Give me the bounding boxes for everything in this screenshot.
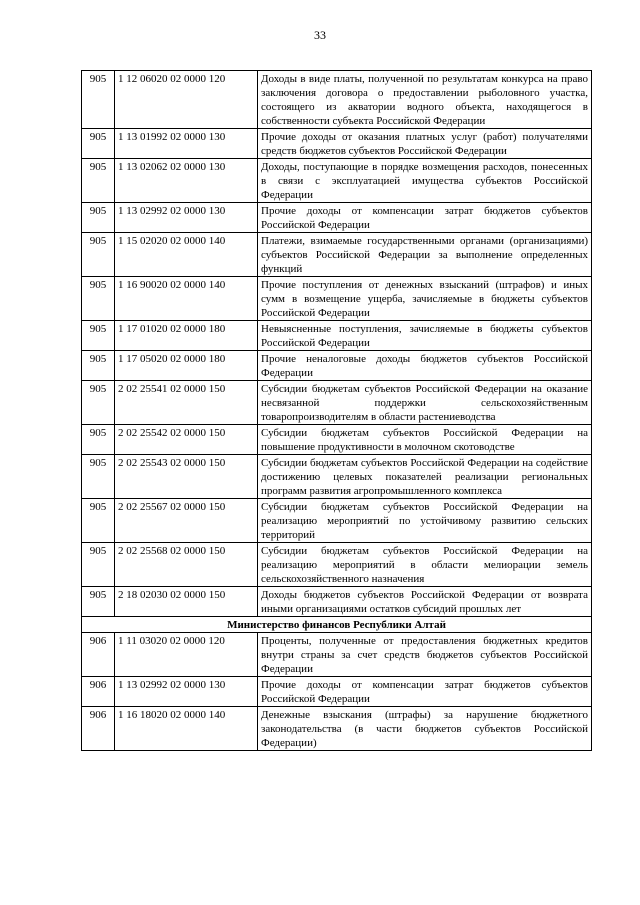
- table-row: [82, 321, 592, 351]
- budget-code-cell: 1 13 01992 02 0000 130: [115, 129, 258, 159]
- page-number: 33: [314, 28, 326, 42]
- admin-code-cell: 905: [82, 233, 115, 277]
- admin-code-cell: 905: [82, 587, 115, 617]
- table-row: [82, 351, 592, 381]
- budget-code-cell: 2 02 25543 02 0000 150: [115, 455, 258, 499]
- table-row: [82, 499, 592, 543]
- revenue-code-table: [81, 70, 592, 751]
- table-row: [82, 277, 592, 321]
- description-cell: Прочие доходы от компенсации затрат бюджетов субъектов Российской Федерации: [258, 203, 592, 233]
- description-cell: Невыясненные поступления, зачисляемые в бюджеты субъектов Российской Федерации: [258, 321, 592, 351]
- description-cell: Субсидии бюджетам субъектов Российской Федерации на содействие достижению целевых показателей реализации региональных программ развития агропромышленного комплекса: [258, 455, 592, 499]
- budget-code-cell: 1 15 02020 02 0000 140: [115, 233, 258, 277]
- budget-code-cell: 2 02 25541 02 0000 150: [115, 381, 258, 425]
- description-cell: Прочие доходы от оказания платных услуг (работ) получателями средств бюджетов субъектов Российской Федерации: [258, 129, 592, 159]
- budget-code-cell: 1 12 06020 02 0000 120: [115, 71, 258, 129]
- budget-code-cell: 1 17 05020 02 0000 180: [115, 351, 258, 381]
- admin-code-cell: 905: [82, 129, 115, 159]
- description-cell: Доходы в виде платы, полученной по результатам конкурса на право заключения договора о предоставлении рыболовного участка, состоящего из акватории водного объекта, находящегося в собственности субъекта Российской Федерации: [258, 71, 592, 129]
- description-cell: Прочие доходы от компенсации затрат бюджетов субъектов Российской Федерации: [258, 677, 592, 707]
- section-header-row: [82, 617, 592, 633]
- admin-code-cell: 905: [82, 71, 115, 129]
- admin-code-cell: 905: [82, 455, 115, 499]
- description-cell: Субсидии бюджетам субъектов Российской Федерации на реализацию мероприятий по устойчивому развитию сельских территорий: [258, 499, 592, 543]
- description-cell: Доходы, поступающие в порядке возмещения расходов, понесенных в связи с эксплуатацией имущества субъектов Российской Федерации: [258, 159, 592, 203]
- table-row: [82, 233, 592, 277]
- table-row: [82, 543, 592, 587]
- admin-code-cell: 905: [82, 425, 115, 455]
- table-row: [82, 203, 592, 233]
- description-cell: Доходы бюджетов субъектов Российской Федерации от возврата иными организациями остатков субсидий прошлых лет: [258, 587, 592, 617]
- budget-code-cell: 2 02 25567 02 0000 150: [115, 499, 258, 543]
- budget-code-cell: 1 17 01020 02 0000 180: [115, 321, 258, 351]
- table-body: [82, 71, 592, 751]
- description-cell: Субсидии бюджетам субъектов Российской Федерации на повышение продуктивности в молочном скотоводстве: [258, 425, 592, 455]
- budget-code-cell: 2 18 02030 02 0000 150: [115, 587, 258, 617]
- admin-code-cell: 905: [82, 277, 115, 321]
- budget-code-cell: 1 13 02992 02 0000 130: [115, 677, 258, 707]
- budget-code-cell: 1 11 03020 02 0000 120: [115, 633, 258, 677]
- description-cell: Прочие неналоговые доходы бюджетов субъектов Российской Федерации: [258, 351, 592, 381]
- budget-code-cell: 1 13 02062 02 0000 130: [115, 159, 258, 203]
- table-row: [82, 587, 592, 617]
- table-row: [82, 707, 592, 751]
- budget-code-cell: 2 02 25568 02 0000 150: [115, 543, 258, 587]
- budget-code-cell: 1 16 18020 02 0000 140: [115, 707, 258, 751]
- admin-code-cell: 905: [82, 159, 115, 203]
- table-row: [82, 677, 592, 707]
- admin-code-cell: 905: [82, 543, 115, 587]
- table-row: [82, 455, 592, 499]
- description-cell: Субсидии бюджетам субъектов Российской Федерации на оказание несвязанной поддержки сельскохозяйственным товаропроизводителям в области растениеводства: [258, 381, 592, 425]
- budget-code-cell: 2 02 25542 02 0000 150: [115, 425, 258, 455]
- description-cell: Прочие поступления от денежных взысканий (штрафов) и иных сумм в возмещение ущерба, зачисляемые в бюджеты субъектов Российской Федерации: [258, 277, 592, 321]
- admin-code-cell: 905: [82, 203, 115, 233]
- table-row: [82, 71, 592, 129]
- table-row: [82, 159, 592, 203]
- admin-code-cell: 906: [82, 677, 115, 707]
- table-row: [82, 425, 592, 455]
- admin-code-cell: 905: [82, 351, 115, 381]
- budget-code-cell: 1 13 02992 02 0000 130: [115, 203, 258, 233]
- table-row: [82, 633, 592, 677]
- admin-code-cell: 905: [82, 499, 115, 543]
- description-cell: Платежи, взимаемые государственными органами (организациями) субъектов Российской Федерации за выполнение определенных функций: [258, 233, 592, 277]
- table-row: [82, 381, 592, 425]
- admin-code-cell: 906: [82, 707, 115, 751]
- budget-code-cell: 1 16 90020 02 0000 140: [115, 277, 258, 321]
- admin-code-cell: 905: [82, 321, 115, 351]
- admin-code-cell: 905: [82, 381, 115, 425]
- table-row: [82, 129, 592, 159]
- admin-code-cell: 906: [82, 633, 115, 677]
- description-cell: Денежные взыскания (штрафы) за нарушение бюджетного законодательства (в части бюджетов субъектов Российской Федерации): [258, 707, 592, 751]
- description-cell: Проценты, полученные от предоставления бюджетных кредитов внутри страны за счет средств бюджетов субъектов Российской Федерации: [258, 633, 592, 677]
- description-cell: Субсидии бюджетам субъектов Российской Федерации на реализацию мероприятий в области мелиорации земель сельскохозяйственного назначения: [258, 543, 592, 587]
- section-title: Министерство финансов Республики Алтай: [82, 617, 592, 633]
